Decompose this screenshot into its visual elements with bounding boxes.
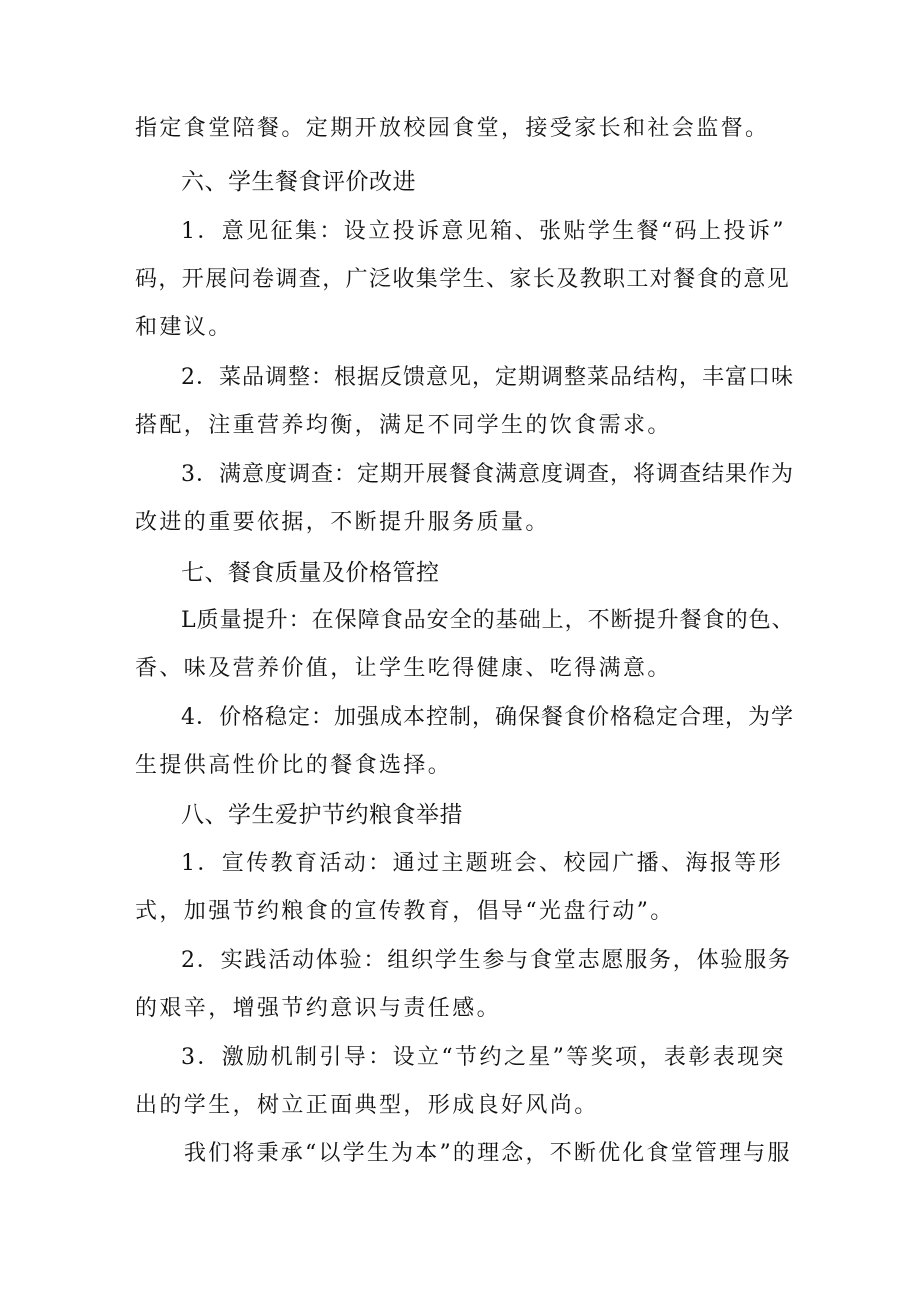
text-line: 出的学生，树立正面典型，形成良好风尚。 (135, 1093, 599, 1118)
text-line: 码，开展问卷调查，广泛收集学生、家长及教职工对餐食的意见 (135, 267, 791, 292)
text-line: 搭配，注重营养均衡，满足不同学生的饮食需求。 (135, 413, 672, 438)
text-line: L质量提升：在保障食品安全的基础上，不断提升餐食的色、 (181, 608, 795, 633)
text-line: 4．价格稳定：加强成本控制，确保餐食价格稳定合理，为学 (181, 705, 794, 730)
text-line: 我们将秉承“以学生为本”的理念，不断优化食堂管理与服 (184, 1141, 792, 1166)
text-line: 生提供高性价比的餐食选择。 (135, 753, 453, 778)
text-line: 式，加强节约粮食的宣传教育，倡导“光盘行动”。 (135, 899, 675, 924)
text-line: 1．宣传教育活动：通过主题班会、校园广播、海报等形 (181, 851, 783, 876)
text-line: 的艰辛，增强节约意识与责任感。 (135, 996, 502, 1021)
text-line: 和建议。 (135, 315, 233, 340)
text-line: 2．实践活动体验：组织学生参与食堂志愿服务，体验服务 (181, 948, 792, 973)
section-heading-8: 八、学生爱护节约粮食举措 (181, 802, 463, 828)
text-line: 改进的重要依据，不断提升服务质量。 (135, 510, 550, 535)
text-line: 3．激励机制引导：设立“节约之星”等奖项，表彰表现突 (181, 1045, 786, 1070)
section-heading-7: 七、餐食质量及价格管控 (181, 560, 440, 586)
text-line: 2．菜品调整：根据反馈意见，定期调整菜品结构，丰富口味 (181, 365, 794, 390)
text-line: 指定食堂陪餐。定期开放校园食堂，接受家长和社会监督。 (135, 116, 770, 141)
section-heading-6: 六、学生餐食评价改进 (181, 169, 416, 195)
text-line: 香、味及营养价值，让学生吃得健康、吃得满意。 (135, 656, 672, 681)
text-line: 1．意见征集：设立投诉意见箱、张贴学生餐“码上投诉” (181, 219, 786, 244)
text-line: 3．满意度调查：定期开展餐食满意度调查，将调查结果作为 (181, 462, 794, 487)
